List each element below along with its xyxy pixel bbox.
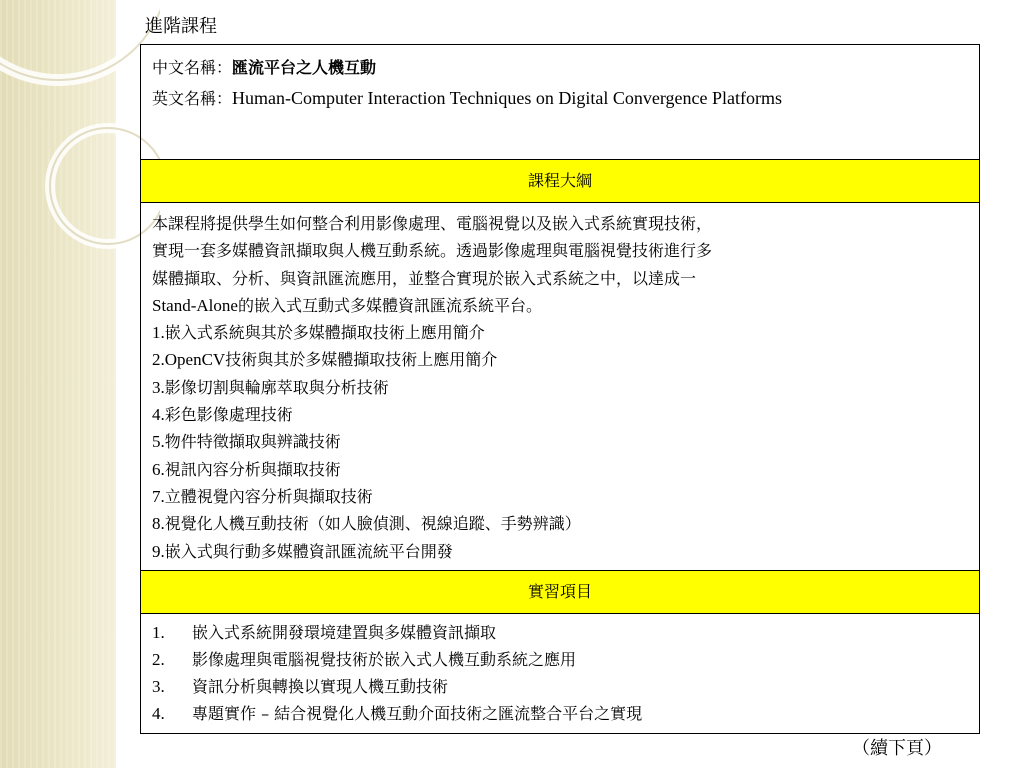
practice-heading-row — [141, 571, 980, 614]
syllabus-item — [152, 428, 969, 455]
practice-item — [152, 646, 969, 673]
course-name-row — [141, 45, 980, 160]
item-text: 視訊內容分析與擷取技術 — [164, 459, 341, 479]
item-text: 物件特徵擷取與辨識技術 — [164, 432, 341, 452]
continued-note: （續下頁） — [852, 738, 942, 759]
intro-rest: 的嵌入式互動式多媒體資訊匯流系統平台。 — [237, 295, 542, 315]
item-number: 2. — [152, 650, 165, 669]
item-text: 影像處理與電腦視覺技術於嵌入式人機互動系統之應用 — [192, 650, 577, 669]
syllabus-cell — [141, 203, 980, 571]
zh-name-value: 匯流平台之人機互動 — [232, 58, 377, 77]
syllabus-item — [152, 374, 969, 401]
item-text: 彩色影像處理技術 — [164, 405, 293, 425]
item-number: 2. — [152, 350, 165, 370]
syllabus-intro-line — [152, 292, 969, 319]
en-name-line — [152, 83, 969, 114]
item-number: 9. — [152, 541, 165, 561]
practice-row — [141, 614, 980, 734]
decor-ring-large — [0, 0, 160, 80]
course-name-cell — [141, 45, 980, 160]
slide-title: 進階課程 — [145, 16, 217, 37]
syllabus-row — [141, 203, 980, 571]
syllabus-item — [152, 346, 969, 373]
decorative-rings — [0, 0, 160, 260]
item-number: 4. — [152, 704, 165, 723]
practice-item — [152, 673, 969, 700]
item-text: 專題實作 – 結合視覺化人機互動介面技術之匯流整合平台之實現 — [192, 704, 643, 723]
practice-item — [152, 619, 969, 646]
item-number: 1. — [152, 323, 165, 343]
syllabus-item — [152, 456, 969, 483]
en-name-value: Human-Computer Interaction Techniques on Digital Convergence Platforms — [232, 88, 782, 108]
item-number: 6. — [152, 459, 165, 479]
item-number: 5. — [152, 432, 165, 452]
practice-list — [152, 619, 969, 727]
practice-cell — [141, 614, 980, 734]
zh-name-line — [152, 53, 969, 83]
item-text: 技術與其於多媒體擷取技術上應用簡介 — [225, 350, 498, 370]
item-number: 7. — [152, 486, 165, 506]
syllabus-item — [152, 401, 969, 428]
item-text: 嵌入式與行動多媒體資訊匯流統平台開發 — [164, 541, 453, 561]
item-text: 視覺化人機互動技術（如人臉偵測、視線追蹤、手勢辨識） — [164, 514, 581, 534]
item-number: 4. — [152, 405, 165, 425]
practice-heading: 實習項目 — [141, 571, 980, 614]
syllabus-intro-line: 媒體擷取、分析、與資訊匯流應用，並整合實現於嵌入式系統之中，以達成一 — [152, 268, 697, 288]
item-text: 影像切割與輪廓萃取與分析技術 — [164, 377, 389, 397]
syllabus-heading: 課程大綱 — [141, 160, 980, 203]
practice-item — [152, 700, 969, 727]
item-text: 資訊分析與轉換以實現人機互動技術 — [192, 677, 449, 696]
syllabus-item — [152, 319, 969, 346]
syllabus-item — [152, 538, 969, 565]
item-text: 嵌入式系統開發環境建置與多媒體資訊擷取 — [192, 623, 497, 642]
course-table — [140, 44, 980, 734]
syllabus-intro-line: 實現一套多媒體資訊擷取與人機互動系統。透過影像處理與電腦視覺技術進行多 — [152, 241, 713, 261]
intro-latin-term: Stand-Alone — [152, 295, 238, 315]
item-number: 8. — [152, 514, 165, 534]
item-latin-term: OpenCV — [164, 350, 226, 370]
item-number: 3. — [152, 677, 165, 696]
item-number: 1. — [152, 623, 165, 642]
syllabus-heading-row — [141, 160, 980, 203]
en-name-label: 英文名稱： — [152, 89, 233, 108]
item-text: 嵌入式系統與其於多媒體擷取技術上應用簡介 — [164, 323, 485, 343]
syllabus-intro-line: 本課程將提供學生如何整合利用影像處理、電腦視覺以及嵌入式系統實現技術， — [152, 214, 713, 233]
syllabus-item — [152, 483, 969, 510]
zh-name-label: 中文名稱： — [152, 58, 233, 77]
item-text: 立體視覺內容分析與擷取技術 — [164, 486, 373, 506]
item-number: 3. — [152, 377, 165, 397]
syllabus-item — [152, 510, 969, 537]
